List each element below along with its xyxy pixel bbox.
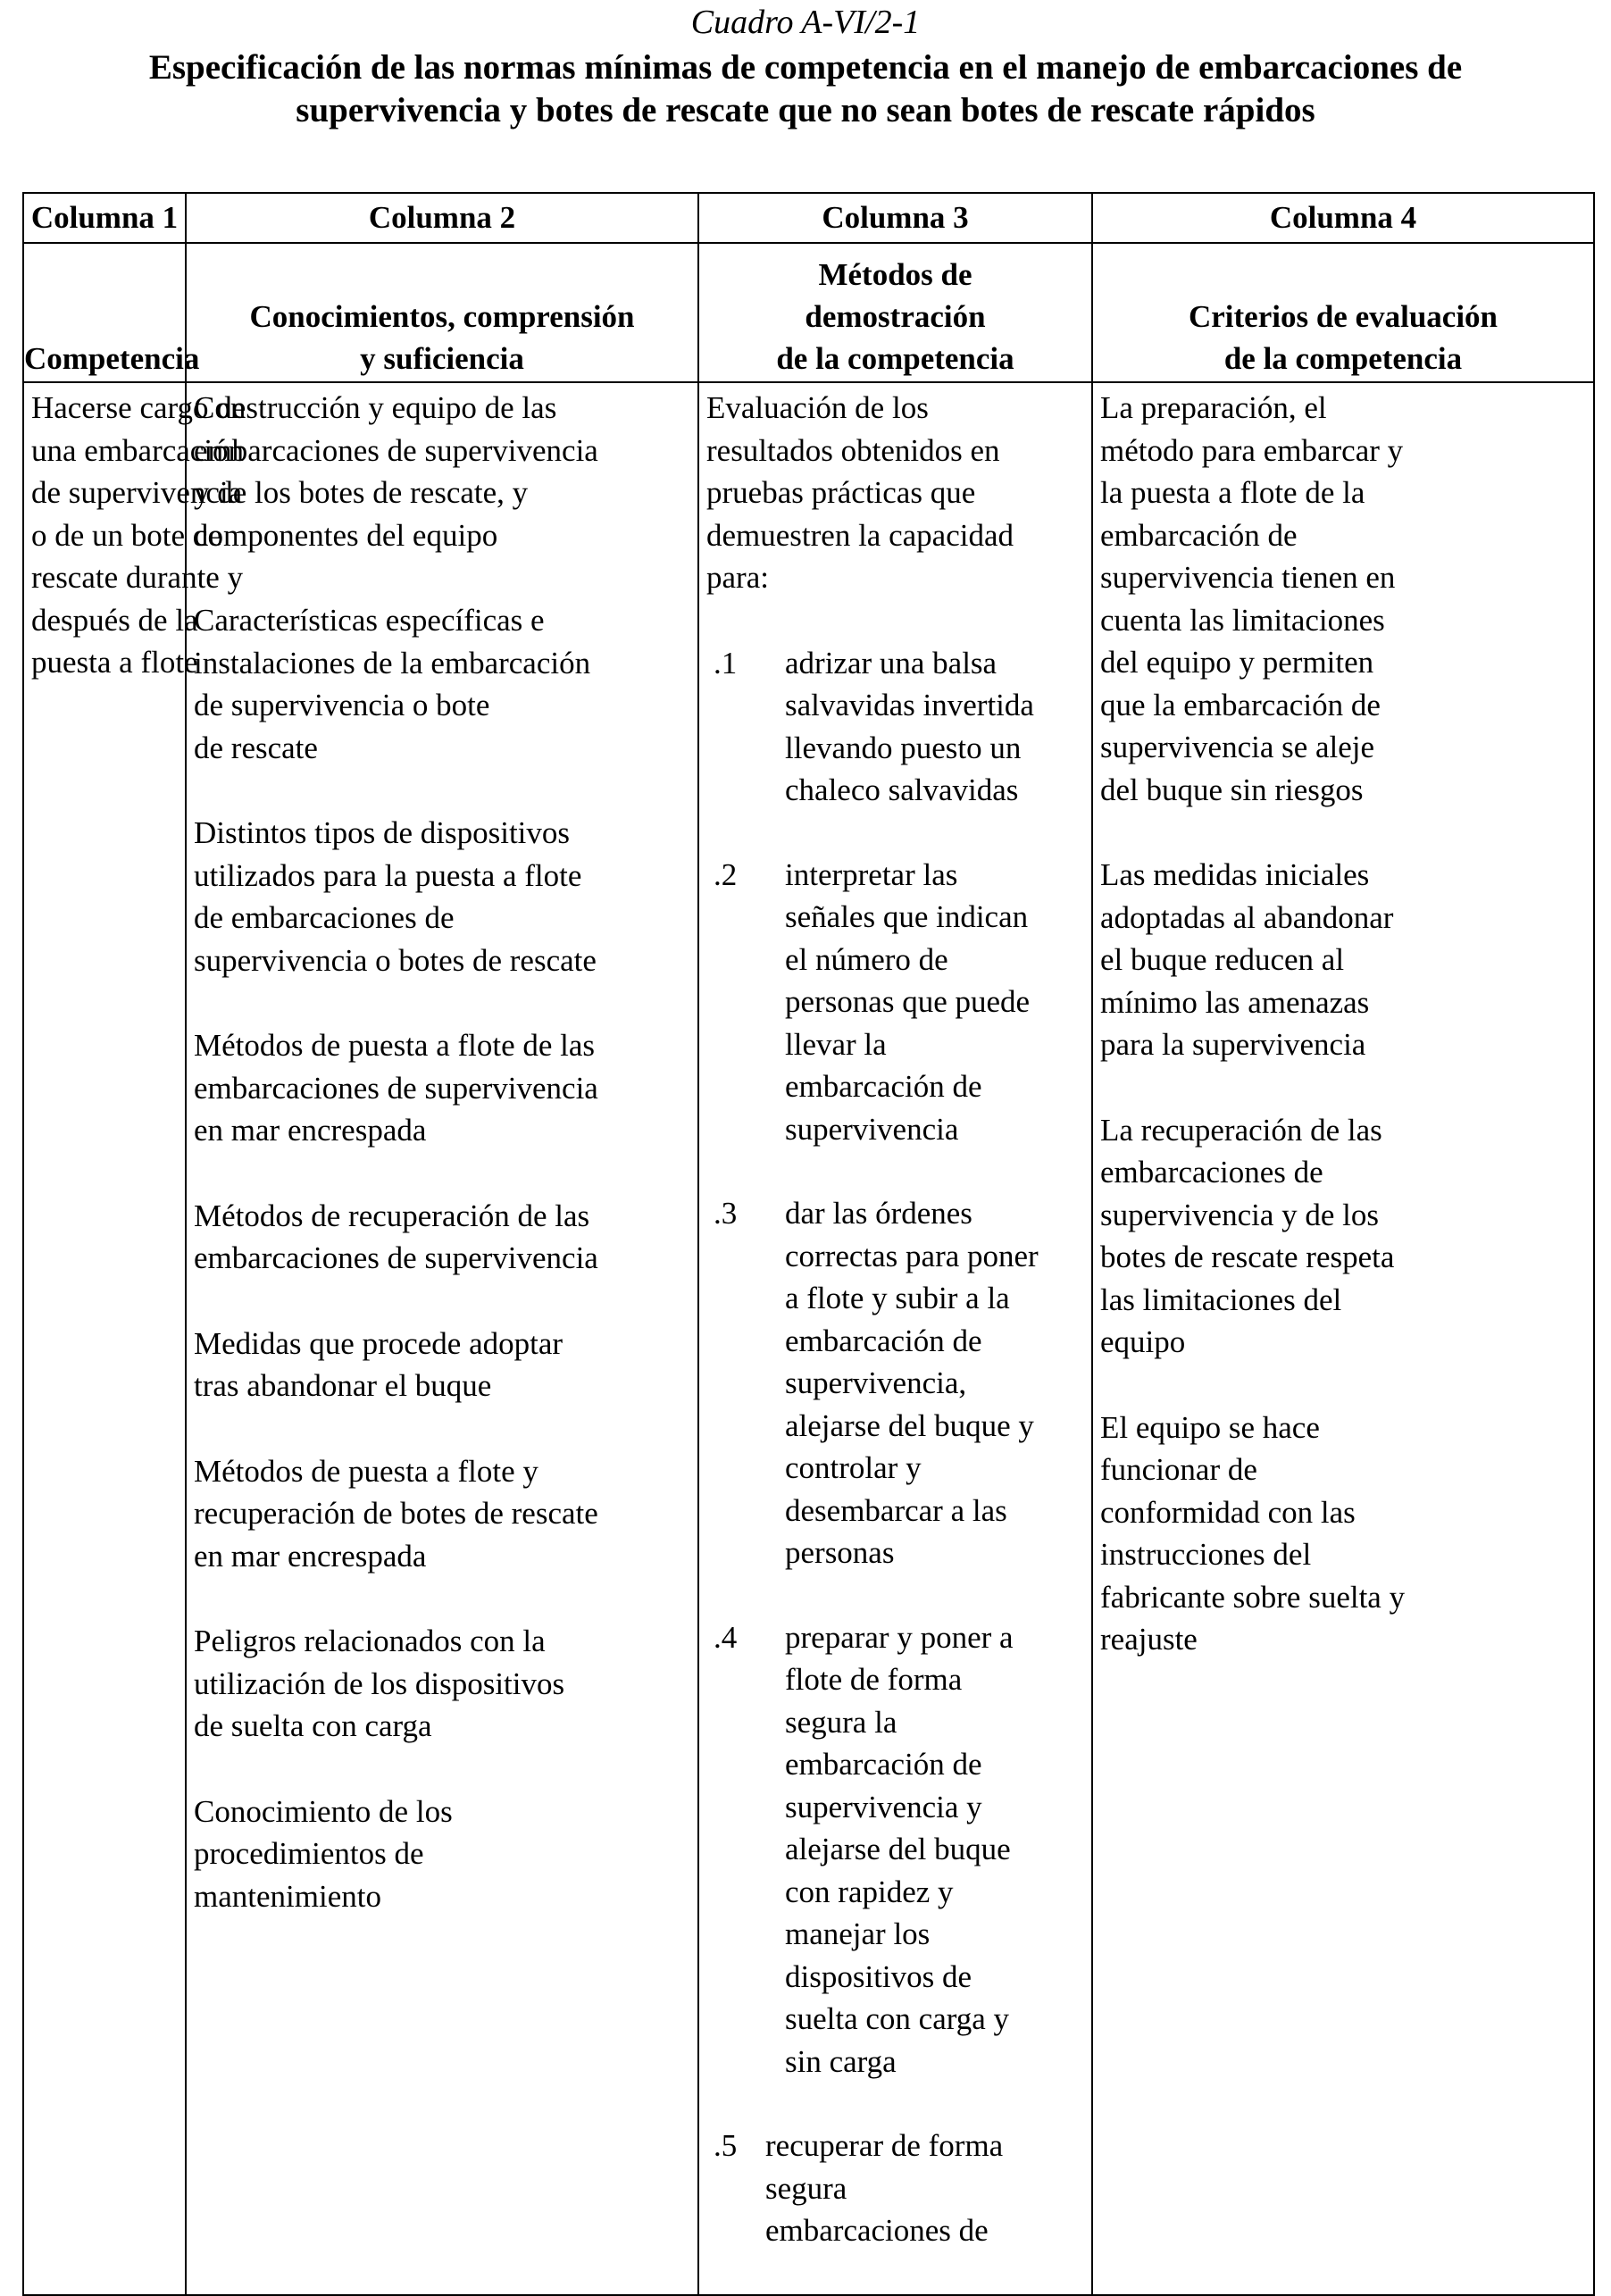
text-line: Métodos de puesta a flote y — [194, 1453, 538, 1489]
text-line: Medidas que procede adoptar — [194, 1325, 563, 1361]
methods-intro — [706, 387, 1086, 599]
text-line: para: — [706, 560, 769, 595]
paragraph — [194, 1791, 692, 1918]
text-line: de supervivencia — [31, 475, 243, 510]
text-line: Criterios de evaluación — [1188, 299, 1498, 334]
text-line: las limitaciones del — [1100, 1282, 1342, 1317]
criteria-cell — [1092, 382, 1594, 2295]
text-line: correctas para poner — [785, 1238, 1039, 1273]
competence-cell — [23, 382, 246, 2295]
text-line: Distintos tipos de dispositivos — [194, 815, 571, 850]
text-line: reajuste — [1100, 1622, 1198, 1657]
text-line: supervivencia se aleje — [1100, 730, 1375, 764]
text-line: supervivencia tienen en — [1100, 560, 1396, 595]
text-line: llevando puesto un — [785, 730, 1022, 765]
text-line: interpretar las — [785, 856, 958, 892]
text-line: a flote y subir a la — [785, 1281, 1010, 1315]
header-row-titles — [23, 243, 1594, 382]
text-line: que la embarcación de — [1100, 687, 1381, 722]
text-line: segura la — [785, 1704, 897, 1740]
text-line: y de los botes de rescate, y — [194, 475, 529, 510]
text-line: La recuperación de las — [1100, 1112, 1382, 1148]
text-line: Métodos de — [818, 257, 972, 292]
text-line: embarcación de — [1100, 517, 1298, 553]
text-line: y suficiencia — [360, 341, 524, 376]
paragraph — [194, 387, 692, 556]
numbered-item — [706, 2125, 1086, 2252]
header-metodos — [698, 243, 1092, 382]
text-line: adoptadas al abandonar — [1100, 899, 1394, 935]
text-line: Construcción y equipo de las — [194, 390, 557, 425]
text-line: manejar los — [785, 1916, 931, 1951]
text-line: chaleco salvavidas — [785, 772, 1019, 807]
text-line: con rapidez y — [785, 1874, 954, 1909]
item-number: .4 — [714, 1619, 738, 1655]
paragraph — [1100, 1109, 1588, 1364]
text-line: adrizar una balsa — [785, 645, 997, 680]
text-line: Métodos de puesta a flote de las — [194, 1028, 596, 1063]
text-line: Características específicas e — [194, 603, 545, 638]
text-line: en mar encrespada — [194, 1113, 427, 1148]
paragraph — [194, 1024, 692, 1152]
text-line: embarcación de — [785, 1747, 982, 1782]
text-line: embarcaciones de — [765, 2213, 989, 2248]
numbered-item — [706, 1616, 1086, 2083]
text-line: Métodos de recuperación de las — [194, 1198, 590, 1233]
text-line: mínimo las amenazas — [1100, 984, 1370, 1020]
item-number: .3 — [714, 1196, 738, 1231]
text-line: dar las órdenes — [785, 1196, 972, 1231]
text-line: suelta con carga y — [785, 2001, 1010, 2036]
text-line: flote de forma — [785, 1662, 963, 1697]
text-line: del equipo y permiten — [1100, 645, 1374, 680]
text-line: preparar y poner a — [785, 1619, 1014, 1655]
text-line: el número de — [785, 941, 948, 977]
text-line: alejarse del buque — [785, 1832, 1011, 1866]
paragraph — [194, 1195, 692, 1280]
text-line: resultados obtenidos en — [706, 432, 1000, 468]
text-line: Las medidas iniciales — [1100, 857, 1370, 892]
header-conocimientos — [186, 243, 698, 382]
text-line: botes de rescate respeta — [1100, 1240, 1395, 1274]
text-line: personas — [785, 1535, 895, 1570]
text-line: embarcaciones de — [1100, 1155, 1323, 1190]
text-line: de suelta con carga — [194, 1708, 432, 1743]
knowledge-cell — [186, 382, 698, 2295]
paragraph — [194, 599, 692, 769]
text-line: La preparación, el — [1100, 390, 1327, 425]
text-line: pruebas prácticas que — [706, 475, 976, 510]
text-line: Peligros relacionados con la — [194, 1624, 546, 1658]
paragraph — [1100, 387, 1588, 811]
header-column-1: Columna 1 — [23, 193, 186, 243]
header-column-4: Columna 4 — [1092, 193, 1594, 243]
text-line: la puesta a flote de la — [1100, 475, 1365, 510]
paragraph — [1100, 1407, 1588, 1661]
text-line: conformidad con las — [1100, 1494, 1356, 1530]
text-line: tras abandonar el buque — [194, 1368, 492, 1403]
text-line: salvavidas invertida — [785, 688, 1034, 722]
text-line: sin carga — [785, 2043, 897, 2079]
text-line: recuperación de botes de rescate — [194, 1496, 598, 1531]
text-line: utilizados para la puesta a flote — [194, 857, 582, 893]
text-line: de rescate — [194, 730, 318, 765]
text-line: Conocimientos, comprensión — [249, 299, 635, 334]
text-line: instalaciones de la embarcación — [194, 645, 591, 680]
item-number: .2 — [714, 856, 738, 892]
text-line: el buque reducen al — [1100, 942, 1345, 977]
text-line: supervivencia y de los — [1100, 1197, 1379, 1232]
numbered-item — [706, 854, 1086, 1151]
header-column-2: Columna 2 — [186, 193, 698, 243]
text-line: embarcaciones de supervivencia — [194, 1240, 598, 1275]
item-number: .5 — [714, 2128, 738, 2163]
text-line: Competencia — [24, 341, 200, 376]
text-line: o de un bote de — [31, 517, 222, 553]
text-line: embarcación de — [785, 1323, 982, 1358]
item-number: .1 — [714, 645, 738, 680]
table-row — [23, 382, 1594, 2295]
text-line: instrucciones del — [1100, 1537, 1312, 1572]
text-line: demuestren la capacidad — [706, 517, 1014, 553]
text-line: funcionar de — [1100, 1452, 1257, 1487]
header-row-columns — [23, 193, 1594, 243]
text-line: para la supervivencia — [1100, 1027, 1366, 1062]
text-line: personas que puede — [785, 984, 1031, 1019]
text-line: alejarse del buque y — [785, 1407, 1034, 1443]
text-line: desembarcar a las — [785, 1492, 1007, 1528]
text-line: equipo — [1100, 1324, 1186, 1359]
header-column-3: Columna 3 — [698, 193, 1092, 243]
paragraph — [194, 1323, 692, 1407]
text-line: de supervivencia o bote — [194, 688, 490, 722]
text-line: embarcaciones de supervivencia — [194, 432, 598, 468]
text-line: mantenimiento — [194, 1878, 381, 1914]
text-line: dispositivos de — [785, 1958, 972, 1994]
paragraph — [1100, 854, 1588, 1066]
title-line: supervivencia y botes de rescate que no sean botes de rescate rápidos — [296, 91, 1315, 129]
text-line: cuenta las limitaciones — [1100, 602, 1385, 638]
text-line: fabricante sobre suelta y — [1100, 1579, 1406, 1615]
text-line: puesta a flote — [31, 645, 198, 680]
text-line: El equipo se hace — [1100, 1409, 1320, 1445]
text-line: supervivencia y — [785, 1789, 982, 1824]
text-line: supervivencia o botes de rescate — [194, 942, 597, 978]
text-line: embarcación de — [785, 1069, 982, 1104]
text-line: una embarcación — [31, 432, 245, 468]
text-line: llevar la — [785, 1026, 887, 1062]
text-line: señales que indican — [785, 899, 1029, 934]
text-line: utilización de los dispositivos — [194, 1666, 565, 1701]
text-line: Hacerse cargo de — [31, 390, 246, 425]
text-line: supervivencia, — [785, 1365, 967, 1400]
paragraph — [194, 1620, 692, 1748]
text-line: Evaluación de los — [706, 390, 929, 425]
text-line: en mar encrespada — [194, 1538, 427, 1574]
methods-cell — [698, 382, 1092, 2295]
numbered-item — [706, 1192, 1086, 1574]
numbered-item — [706, 642, 1086, 812]
text-line: de la competencia — [1223, 341, 1463, 376]
table-title — [27, 46, 1584, 132]
header-criterios — [1092, 243, 1594, 382]
text-line: Conocimiento de los — [194, 1793, 453, 1829]
text-line: componentes del equipo — [194, 517, 498, 553]
paragraph — [194, 812, 692, 981]
text-line: demostración — [805, 299, 986, 334]
text-line: procedimientos de — [194, 1836, 424, 1871]
text-line: supervivencia — [785, 1111, 959, 1147]
text-line: de la competencia — [776, 341, 1014, 376]
table-caption: Cuadro A-VI/2-1 — [690, 4, 921, 41]
competence-table — [22, 192, 1595, 2296]
text-line: controlar y — [785, 1450, 922, 1485]
text-line: segura — [765, 2170, 847, 2206]
text-line: rescate durante y — [31, 560, 244, 595]
text-line: método para embarcar y — [1100, 432, 1404, 468]
text-line: después de la — [31, 602, 198, 638]
text-line: embarcaciones de supervivencia — [194, 1070, 598, 1106]
title-line: Especificación de las normas mínimas de competencia en el manejo de embarcaciones de — [148, 48, 1463, 87]
text-line: del buque sin riesgos — [1100, 772, 1364, 807]
text-line: recuperar de forma — [765, 2128, 1004, 2163]
paragraph — [194, 1450, 692, 1578]
header-competencia — [23, 243, 200, 382]
text-line: de embarcaciones de — [194, 900, 455, 935]
